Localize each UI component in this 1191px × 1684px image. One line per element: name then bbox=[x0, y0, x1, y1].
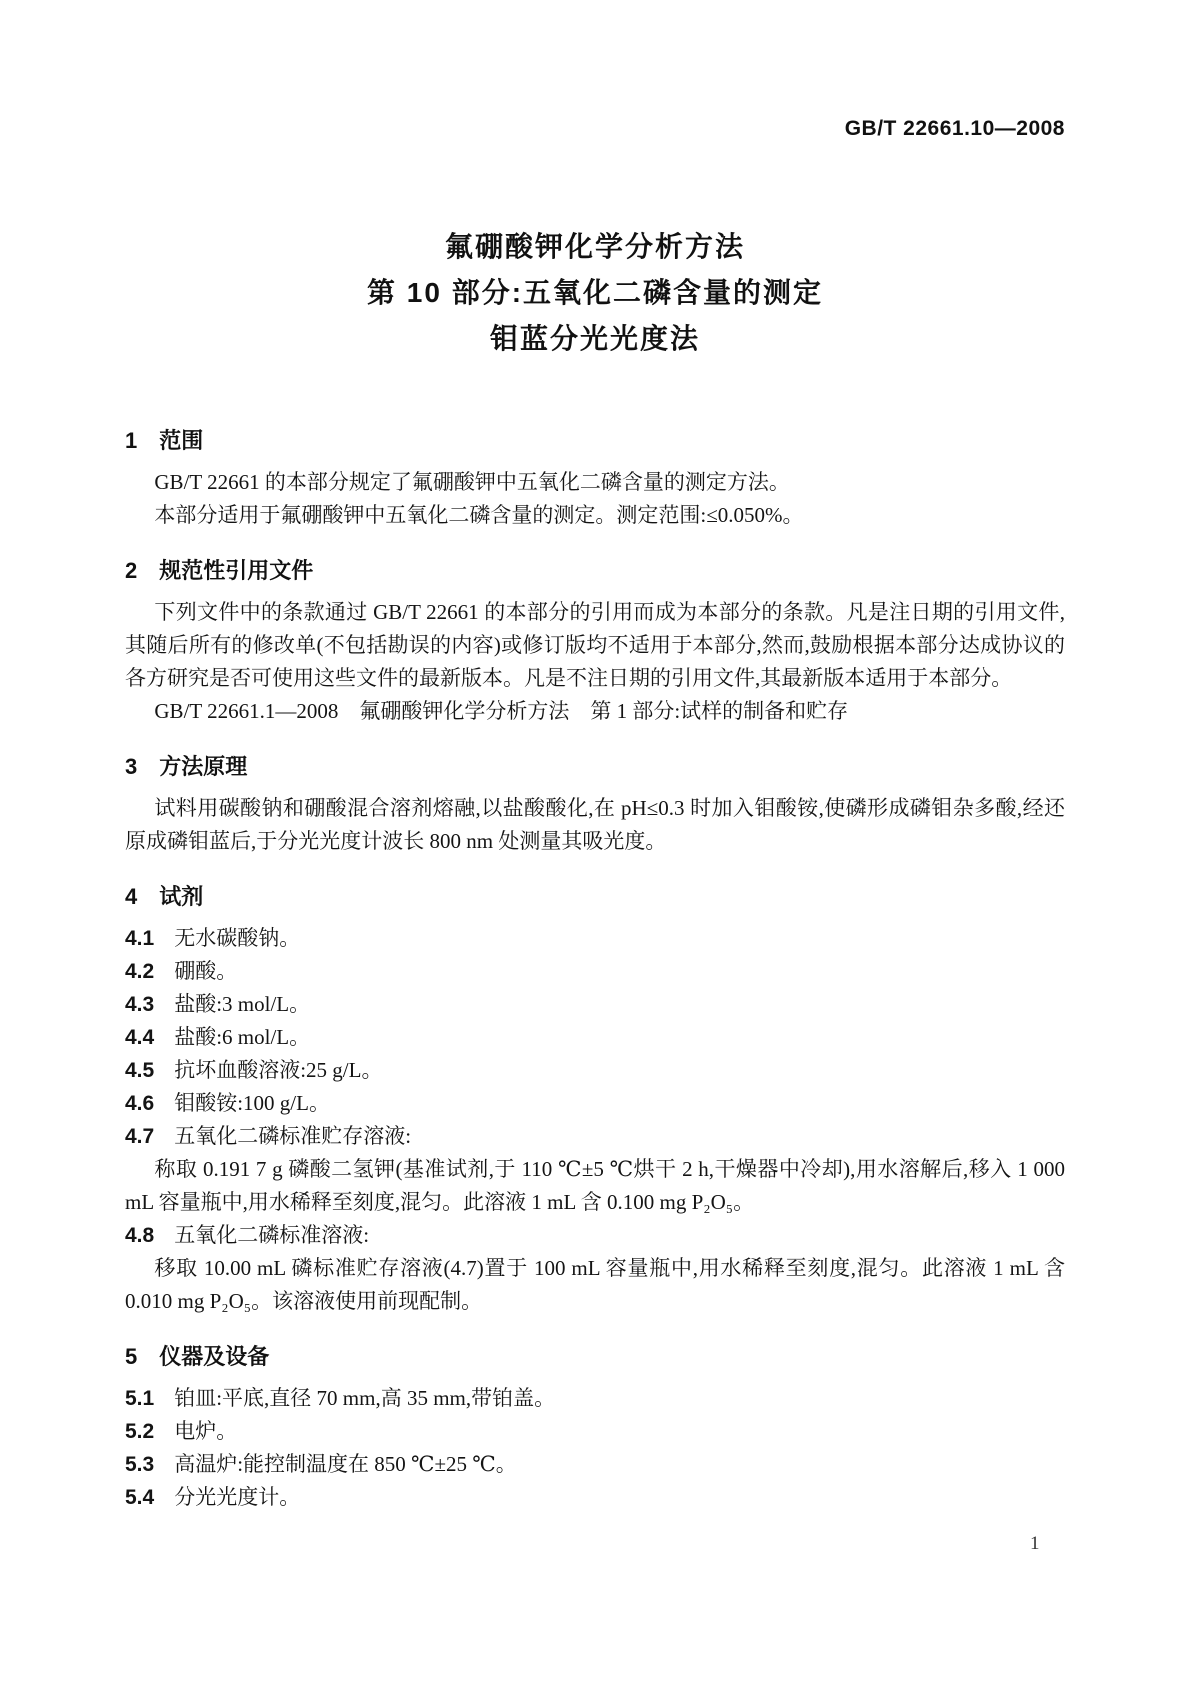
clause-item-4-1 bbox=[125, 922, 1065, 955]
document-title-line-2: 第 10 部分:五氧化二磷含量的测定 bbox=[366, 277, 824, 308]
clause-text-5-1: 铂皿:平底,直径 70 mm,高 35 mm,带铂盖。 bbox=[174, 1386, 556, 1410]
clause-number-5-3: 5.3 bbox=[125, 1453, 155, 1476]
clause-item-5-1 bbox=[125, 1382, 1065, 1415]
section-apparatus bbox=[125, 1342, 1065, 1514]
section-apparatus-heading bbox=[125, 1342, 1065, 1372]
section-normative-references-heading bbox=[125, 556, 1065, 586]
clause-text-4-7: 五氧化二磷标准贮存溶液: bbox=[174, 1124, 412, 1148]
clause-text-4-3: 盐酸:3 mol/L。 bbox=[174, 992, 311, 1016]
page-number: 1 bbox=[1030, 1533, 1040, 1554]
clause-item-4-6 bbox=[125, 1087, 1065, 1120]
clause-number-5-2: 5.2 bbox=[125, 1420, 155, 1443]
clause-item-4-3 bbox=[125, 988, 1065, 1021]
section-normative-references-number: 2 bbox=[125, 558, 138, 583]
section-method-principle bbox=[125, 752, 1065, 858]
section-normative-references-title: 规范性引用文件 bbox=[159, 558, 314, 583]
clause-item-5-2 bbox=[125, 1415, 1065, 1448]
section-scope bbox=[125, 426, 1065, 532]
standard-code: GB/T 22661.10—2008 bbox=[844, 117, 1065, 140]
section-method-principle-number: 3 bbox=[125, 754, 138, 779]
document-title-line-1: 氟硼酸钾化学分析方法 bbox=[444, 231, 745, 262]
clause-number-4-4: 4.4 bbox=[125, 1026, 155, 1049]
clause-paragraph-4-7: 称取 0.191 7 g 磷酸二氢钾(基准试剂,于 110 ℃±5 ℃烘干 2 h,干燥器中冷却),用水溶解后,移入 1 000 mL 容量瓶中,用水稀释至刻度,混匀。此溶液 1 mL 含 0.100 mg P₂O₅。 bbox=[125, 1157, 1065, 1214]
clause-number-5-4: 5.4 bbox=[125, 1486, 155, 1509]
clause-number-4-7: 4.7 bbox=[125, 1125, 155, 1148]
section-reagents-title: 试剂 bbox=[159, 884, 204, 909]
clause-text-4-5: 抗坏血酸溶液:25 g/L。 bbox=[174, 1058, 383, 1082]
section-reagents bbox=[125, 882, 1065, 1318]
clause-text-4-8: 五氧化二磷标准溶液: bbox=[174, 1223, 370, 1247]
clause-item-4-7 bbox=[125, 1120, 1065, 1219]
clause-item-5-4 bbox=[125, 1481, 1065, 1514]
apparatus-clause-list bbox=[125, 1382, 1065, 1514]
reagents-clause-list bbox=[125, 922, 1065, 1318]
section-method-principle-title: 方法原理 bbox=[159, 754, 248, 779]
scope-paragraph-2: 本部分适用于氟硼酸钾中五氧化二磷含量的测定。测定范围:≤0.050%。 bbox=[154, 503, 804, 527]
section-reagents-heading bbox=[125, 882, 1065, 912]
clause-text-4-6: 钼酸铵:100 g/L。 bbox=[174, 1091, 330, 1115]
clause-text-4-4: 盐酸:6 mol/L。 bbox=[174, 1025, 311, 1049]
document-title-line-3: 钼蓝分光光度法 bbox=[489, 323, 700, 354]
clause-item-4-8 bbox=[125, 1219, 1065, 1318]
section-scope-number: 1 bbox=[125, 428, 138, 453]
clause-number-4-1: 4.1 bbox=[125, 927, 155, 950]
clause-text-5-3: 高温炉:能控制温度在 850 ℃±25 ℃。 bbox=[174, 1452, 517, 1476]
clause-text-4-1: 无水碳酸钠。 bbox=[174, 926, 301, 950]
clause-text-5-4: 分光光度计。 bbox=[174, 1485, 301, 1509]
clause-number-4-6: 4.6 bbox=[125, 1092, 155, 1115]
normative-references-paragraph: 下列文件中的条款通过 GB/T 22661 的本部分的引用而成为本部分的条款。凡是注日期的引用文件,其随后所有的修改单(不包括勘误的内容)或修订版均不适用于本部分,然而,鼓励根据本部分达成协议的各方研究是否可使用这些文件的最新版本。凡是不注日期的引用文件,其最新版本适用于本部分。 bbox=[125, 600, 1065, 690]
method-principle-paragraph: 试料用碳酸钠和硼酸混合溶剂熔融,以盐酸酸化,在 pH≤0.3 时加入钼酸铵,使磷形成磷钼杂多酸,经还原成磷钼蓝后,于分光光度计波长 800 nm 处测量其吸光度。 bbox=[125, 796, 1065, 853]
section-apparatus-title: 仪器及设备 bbox=[159, 1344, 270, 1369]
section-scope-heading bbox=[125, 426, 1065, 456]
clause-item-4-5 bbox=[125, 1054, 1065, 1087]
page-header bbox=[125, 0, 1065, 144]
clause-number-4-5: 4.5 bbox=[125, 1059, 155, 1082]
scope-paragraph-1: GB/T 22661 的本部分规定了氟硼酸钾中五氧化二磷含量的测定方法。 bbox=[154, 470, 790, 494]
clause-number-4-3: 4.3 bbox=[125, 993, 155, 1016]
clause-item-5-3 bbox=[125, 1448, 1065, 1481]
clause-text-5-2: 电炉。 bbox=[174, 1419, 238, 1443]
section-normative-references bbox=[125, 556, 1065, 728]
section-method-principle-heading bbox=[125, 752, 1065, 782]
clause-text-4-2: 硼酸。 bbox=[174, 959, 238, 983]
clause-item-4-4 bbox=[125, 1021, 1065, 1054]
clause-number-4-8: 4.8 bbox=[125, 1224, 155, 1247]
clause-number-4-2: 4.2 bbox=[125, 960, 155, 983]
referenced-standard-entry: GB/T 22661.1—2008 氟硼酸钾化学分析方法 第 1 部分:试样的制备和贮存 bbox=[154, 699, 849, 723]
section-scope-title: 范围 bbox=[159, 428, 204, 453]
clause-paragraph-4-8: 移取 10.00 mL 磷标准贮存溶液(4.7)置于 100 mL 容量瓶中,用水稀释至刻度,混匀。此溶液 1 mL 含 0.010 mg P₂O₅。该溶液使用前现配制。 bbox=[125, 1256, 1065, 1313]
clause-item-4-2 bbox=[125, 955, 1065, 988]
document-title bbox=[125, 224, 1065, 362]
section-apparatus-number: 5 bbox=[125, 1344, 138, 1369]
section-reagents-number: 4 bbox=[125, 884, 138, 909]
clause-number-5-1: 5.1 bbox=[125, 1387, 155, 1410]
